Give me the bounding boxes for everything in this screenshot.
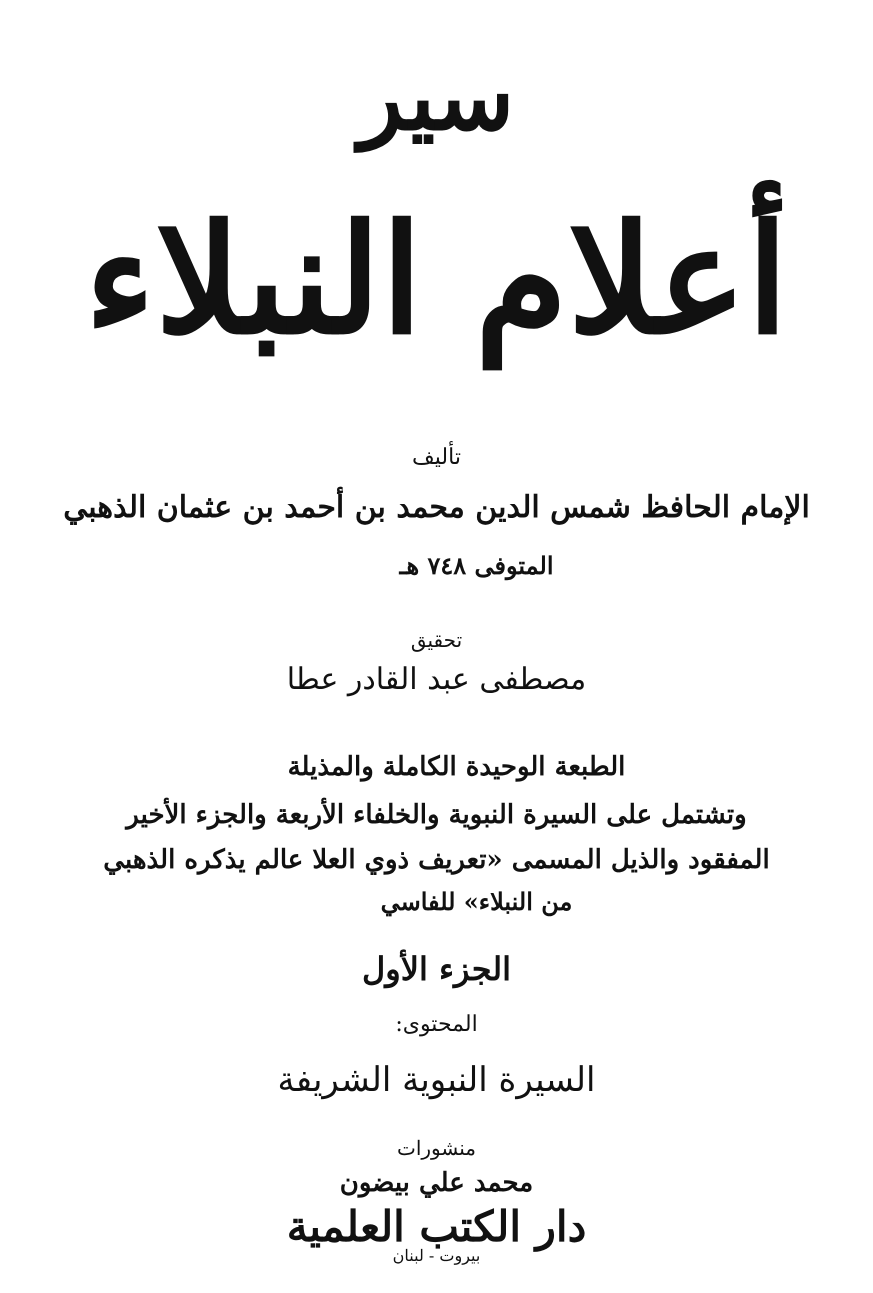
- edition-description-line-2: المفقود والذيل المسمى «تعريف ذوي العلا عالم يذكره الذهبي: [103, 845, 770, 875]
- publisher-house: دار الكتب العلمية: [286, 1202, 587, 1251]
- title-line-1: سير: [358, 43, 515, 151]
- author-name: الإمام الحافظ شمس الدين محمد بن أحمد بن عثمان الذهبي: [63, 490, 810, 525]
- title-line-2: أعلام النبلاء: [84, 192, 789, 368]
- edition-description-line-3: من النبلاء» للفاسي: [380, 887, 573, 916]
- volume-number: الجزء الأول: [362, 950, 511, 988]
- contents-value: السيرة النبوية الشريفة: [277, 1060, 596, 1100]
- contents-label: المحتوى:: [395, 1012, 478, 1037]
- publisher-person: محمد علي بيضون: [339, 1168, 534, 1198]
- verification-label: تحقيق: [410, 628, 463, 652]
- edition-description-line-1: وتشتمل على السيرة النبوية والخلفاء الأربعة والجزء الأخير: [126, 800, 747, 830]
- editor-name: مصطفى عبد القادر عطا: [286, 662, 587, 697]
- author-death-date: المتوفى ٧٤٨ هـ: [399, 551, 554, 580]
- publisher-place: بيروت - لبنان: [392, 1246, 481, 1265]
- publisher-label: منشورات: [397, 1136, 476, 1160]
- authorship-label: تأليف: [412, 445, 461, 470]
- edition-title: الطبعة الوحيدة الكاملة والمذيلة: [287, 752, 626, 782]
